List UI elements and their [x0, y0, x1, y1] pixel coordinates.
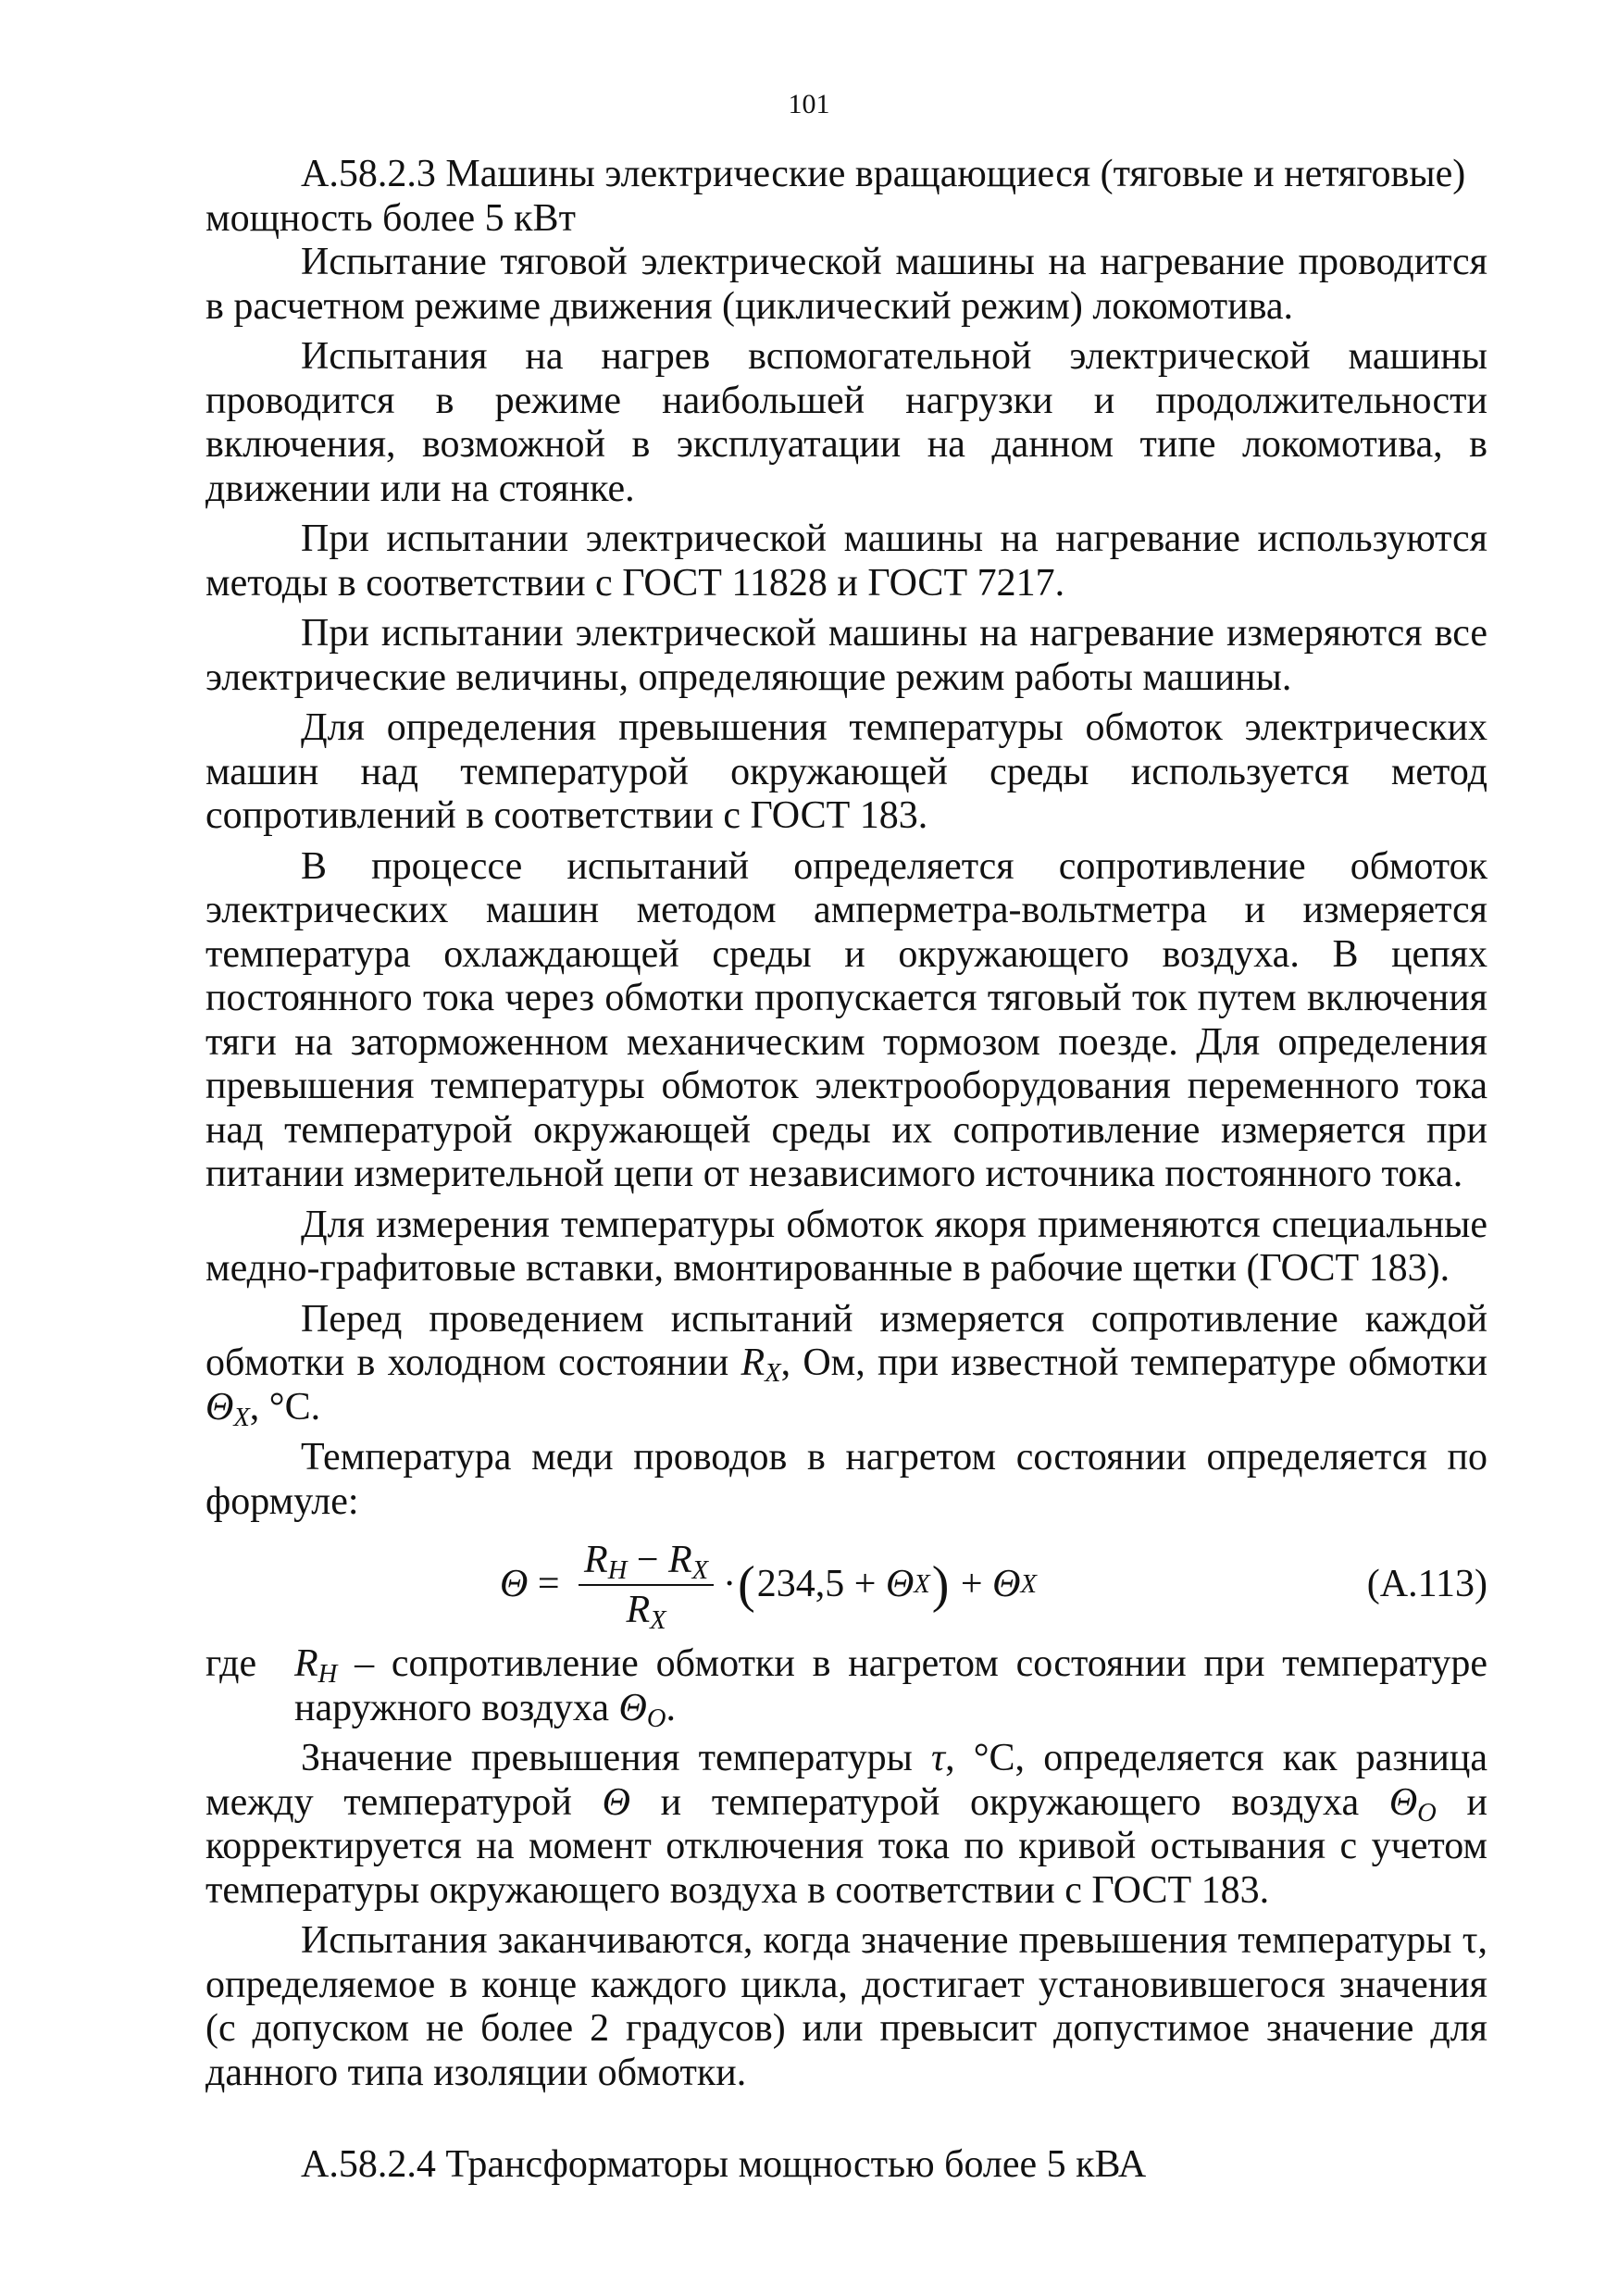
- symbol-tau: τ: [931, 1737, 946, 1779]
- page-number: 101: [788, 89, 830, 119]
- text-fragment: Значение превышения температуры: [301, 1737, 932, 1779]
- fraction-numerator: [579, 1538, 714, 1586]
- subscript: X: [650, 1606, 666, 1636]
- symbol-r: R: [626, 1589, 651, 1631]
- subscript: O: [1417, 1798, 1437, 1828]
- text-fragment: , °С.: [249, 1385, 321, 1429]
- section-heading-a58-2-4: А.58.2.4 Трансформаторы мощностью более 5 кВА: [301, 2143, 1147, 2186]
- symbol-theta: Θ: [602, 1780, 630, 1824]
- paragraph-auxiliary-test: Испытания на нагрев вспомогательной электрической машины проводится в режиме наибольшей нагрузки и продолжительности включения, возможной в эксплуатации на данном типе локомотива, в движении или на стоянке.: [205, 335, 1487, 510]
- legend-definition: [294, 1642, 1487, 1733]
- section-title: Машины электрические вращающиеся (тяговые и нетяговые) мощность более 5 кВт: [205, 153, 1466, 240]
- subscript: X: [691, 1556, 709, 1586]
- formula-number: (А.113): [1366, 1563, 1487, 1605]
- symbol-r: R: [668, 1539, 692, 1581]
- formula-open-paren: (: [738, 1556, 755, 1614]
- formula-minus: −: [627, 1539, 668, 1581]
- section-heading-a58-2-3: [205, 153, 1487, 241]
- legend-label: где: [205, 1642, 257, 1685]
- formula-equals: =: [528, 1563, 570, 1606]
- text-fragment: .: [666, 1686, 676, 1729]
- symbol-r: R: [741, 1341, 765, 1384]
- paragraph-cold-resistance: [205, 1298, 1487, 1430]
- formula-expression: Θ = $\frac{R_H - R_X}{R_X}$ · ( 234,5 + Θ X ) + Θ X: [500, 1539, 1037, 1636]
- subscript: H: [607, 1556, 628, 1586]
- paragraph-armature-measurement: Для измерения температуры обмоток якоря применяются специальные медно-графитовые вставки, вмонтированные в рабочие щетки (ГОСТ 183).: [205, 1203, 1487, 1290]
- text-fragment: , °С, определяется как разница между температурой: [205, 1737, 1487, 1824]
- symbol-theta: Θ: [992, 1563, 1021, 1606]
- text-fragment: и корректируется на момент отключения тока по кривой остывания с учетом температуры окружающего воздуха в соответствии с ГОСТ 183.: [205, 1780, 1487, 1912]
- page-content: [205, 153, 1487, 2188]
- text-fragment: – сопротивление обмотки в нагретом состоянии при температуре наружного воздуха: [294, 1642, 1487, 1729]
- paragraph-test-methods: При испытании электрической машины на нагревание используются методы в соответствии с ГОСТ 11828 и ГОСТ 7217.: [205, 518, 1487, 605]
- paragraph-measured-quantities: При испытании электрической машины на нагревание измеряются все электрические величины, определяющие режим работы машины.: [205, 612, 1487, 699]
- text-fragment: , Ом, при известной температуре обмотки: [780, 1341, 1487, 1384]
- symbol-theta: Θ: [885, 1563, 915, 1606]
- paragraph-resistance-method: Для определения превышения температуры обмоток электрических машин над температурой окружающей среды используется метод сопротивлений в соответствии с ГОСТ 183.: [205, 706, 1487, 837]
- paragraph-test-end: Испытания заканчиваются, когда значение превышения температуры τ, определяемое в конце каждого цикла, достигает установившегося значения (с допуском не более 2 градусов) или превысит допустимое значение для данного типа изоляции обмотки.: [205, 1919, 1487, 2094]
- text-fragment: Перед проведением испытаний измеряется сопротивление каждой обмотки в холодном состоянии: [205, 1297, 1487, 1384]
- formula-a113: [205, 1529, 1487, 1641]
- formula-lhs: Θ: [500, 1563, 529, 1606]
- text-fragment: и температурой окружающего воздуха: [629, 1780, 1389, 1824]
- fraction-denominator: [626, 1586, 666, 1636]
- symbol-r: R: [294, 1642, 318, 1685]
- symbol-theta: Θ: [1388, 1780, 1418, 1824]
- subscript: X: [765, 1359, 781, 1389]
- formula-legend: [205, 1642, 1487, 1733]
- subscript: H: [317, 1660, 338, 1690]
- subscript: X: [233, 1403, 250, 1432]
- paragraph-test-process: В процессе испытаний определяется сопротивление обмоток электрических машин методом амперметра-вольтметра и измеряется температура охлаждающей среды и окружающего воздуха. В цепях постоянного тока через обмотки пропускается тяговый ток путем включения тяги на заторможенном механическим тормозом поезде. Для определения превышения температуры обмоток электрооборудования переменного тока над температурой окружающей среды их сопротивление измеряется при питании измерительной цепи от независимого источника постоянного тока.: [205, 844, 1487, 1195]
- formula-constant: 234,5 +: [756, 1563, 886, 1606]
- symbol-theta: Θ: [205, 1385, 234, 1429]
- formula-dot: ·: [723, 1563, 737, 1606]
- paragraph-traction-test: Испытание тяговой электрической машины на нагревание проводится в расчетном режиме движения (циклический режим) локомотива.: [205, 241, 1487, 328]
- formula-fraction: [579, 1538, 714, 1636]
- symbol-theta: Θ: [618, 1686, 647, 1729]
- paragraph-formula-intro: Температура меди проводов в нагретом состоянии определяется по формуле:: [205, 1436, 1487, 1523]
- symbol-r: R: [584, 1539, 608, 1581]
- paragraph-temperature-rise: [205, 1737, 1487, 1913]
- formula-close-paren: ): [931, 1556, 950, 1614]
- section-number: А.58.2.3: [301, 153, 436, 195]
- subscript: O: [646, 1703, 666, 1733]
- formula-plus: +: [951, 1563, 993, 1606]
